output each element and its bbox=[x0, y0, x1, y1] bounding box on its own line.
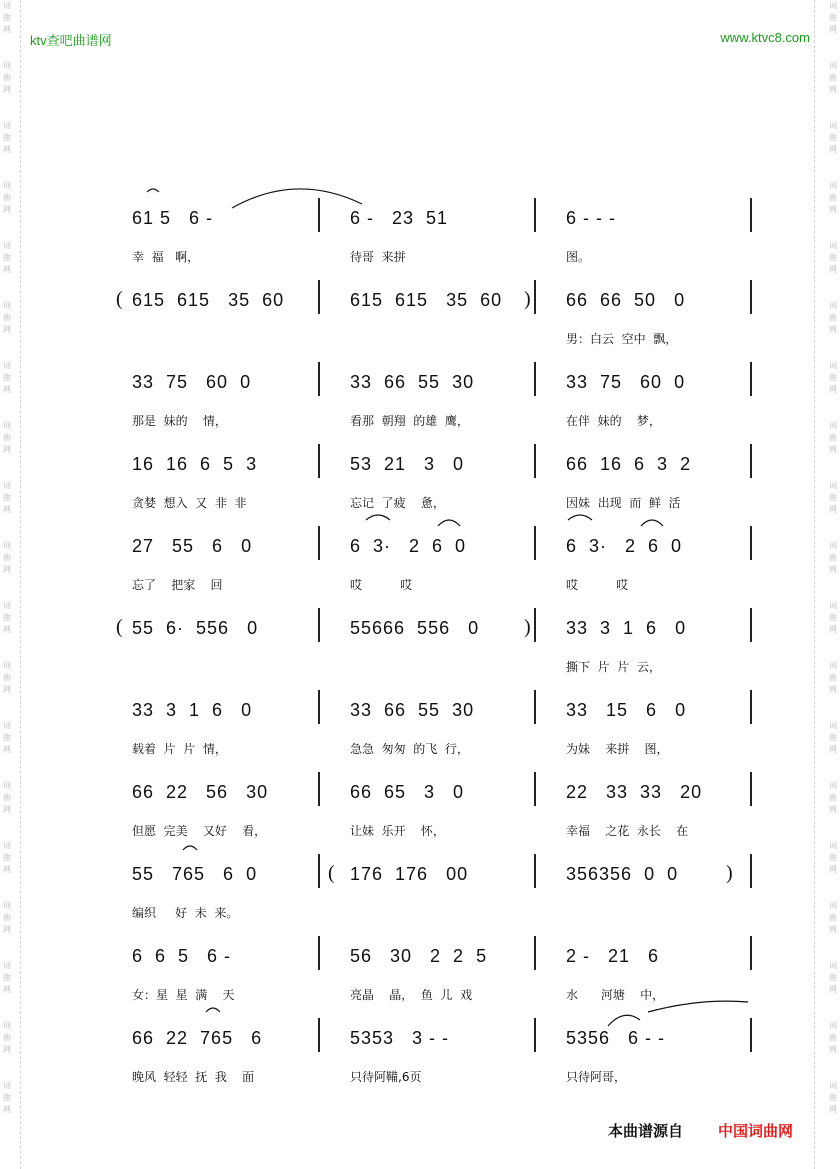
notes-measure-1: 615 615 35 60 bbox=[132, 290, 285, 310]
lyrics-measure-1: 晚风 轻轻 抚 我 面 bbox=[132, 1070, 255, 1084]
watermark-text: 词曲网 bbox=[3, 841, 11, 874]
watermark-text: 词曲网 bbox=[3, 1081, 11, 1114]
bar-line bbox=[318, 444, 320, 478]
watermark-text: 词曲网 bbox=[829, 421, 837, 454]
watermark-text: 词曲网 bbox=[829, 721, 837, 754]
watermark-text: 词曲网 bbox=[3, 301, 11, 334]
watermark-text: 词曲网 bbox=[3, 721, 11, 754]
score-row bbox=[0, 204, 840, 286]
bar-line bbox=[750, 280, 752, 314]
watermark-text: 词曲网 bbox=[829, 1, 837, 34]
watermark-text: 词曲网 bbox=[829, 361, 837, 394]
notes-measure-3: 66 66 50 0 bbox=[566, 290, 686, 310]
score-row bbox=[0, 696, 840, 778]
source-label: 本曲谱源自 bbox=[608, 1122, 684, 1140]
bar-line bbox=[318, 690, 320, 724]
bar-line bbox=[534, 690, 536, 724]
paren-open: ( bbox=[328, 862, 335, 884]
bar-line bbox=[750, 526, 752, 560]
bar-line bbox=[318, 936, 320, 970]
lyrics-measure-3: 因妹 出现 而 鲜 活 bbox=[566, 496, 681, 510]
slur bbox=[147, 189, 159, 192]
score-row bbox=[0, 368, 840, 450]
lyrics-measure-1: 忘了 把家 回 bbox=[132, 578, 223, 592]
watermark-text: 词曲网 bbox=[829, 481, 837, 514]
watermark-text: 词曲网 bbox=[3, 481, 11, 514]
lyrics-measure-3: 水 河塘 中， bbox=[566, 988, 665, 1002]
bar-line bbox=[750, 1018, 752, 1052]
lyrics-measure-3: 撕下 片 片 云， bbox=[566, 660, 661, 674]
lyrics-measure-2: 忘记 了疲 惫， bbox=[350, 496, 445, 510]
paren-open: ( bbox=[116, 616, 123, 638]
watermark-text: 词曲网 bbox=[829, 841, 837, 874]
watermark-text: 词曲网 bbox=[829, 1021, 837, 1054]
watermark-text: 词曲网 bbox=[829, 121, 837, 154]
score-row bbox=[0, 860, 840, 942]
bar-line bbox=[534, 854, 536, 888]
bar-line bbox=[534, 280, 536, 314]
notes-measure-3: 33 15 6 0 bbox=[566, 700, 687, 720]
lyrics-measure-3: 幸福 之花 永长 在 bbox=[566, 824, 689, 838]
watermark-text: 词曲网 bbox=[3, 961, 11, 994]
lyrics-measure-1: 贪婪 想入 又 非 非 bbox=[132, 496, 247, 510]
watermark-text: 词曲网 bbox=[829, 661, 837, 694]
lyrics-measure-2: 只待阿鞴,6页 bbox=[350, 1070, 422, 1084]
notes-measure-1: 33 3 1 6 0 bbox=[132, 700, 253, 720]
bar-line bbox=[318, 280, 320, 314]
score-row bbox=[0, 778, 840, 860]
watermark-text: 词曲网 bbox=[829, 1081, 837, 1114]
notes-measure-2: 6 - 23 51 bbox=[350, 208, 449, 228]
notes-measure-3: 33 75 60 0 bbox=[566, 372, 686, 392]
notes-measure-1: 33 75 60 0 bbox=[132, 372, 252, 392]
bar-line bbox=[318, 608, 320, 642]
lyrics-measure-2: 急急 匆匆 的飞 行， bbox=[350, 742, 469, 756]
notes-measure-2: 5353 3 - - bbox=[350, 1028, 450, 1048]
lyrics-measure-1: 载着 片 片 情， bbox=[132, 742, 227, 756]
lyrics-measure-1: 那是 妹的 情， bbox=[132, 414, 227, 428]
notes-measure-1: 61 5 6 - bbox=[132, 208, 214, 228]
watermark-text: 词曲网 bbox=[3, 121, 11, 154]
notes-measure-2: 6 3· 2 6 0 bbox=[350, 536, 467, 556]
watermark-text: 词曲网 bbox=[829, 961, 837, 994]
site-name: ktv查吧曲谱网 bbox=[30, 33, 112, 48]
notes-measure-3: 6 - - - bbox=[566, 208, 616, 228]
notes-measure-1: 6 6 5 6 - bbox=[132, 946, 232, 966]
bar-line bbox=[318, 198, 320, 232]
score-row bbox=[0, 532, 840, 614]
lyrics-measure-2: 看那 朝翔 的雄 鹰， bbox=[350, 414, 469, 428]
source-site: 中国词曲网 bbox=[718, 1122, 794, 1140]
notes-measure-2: 55666 556 0 bbox=[350, 618, 480, 638]
watermark-text: 词曲网 bbox=[3, 1021, 11, 1054]
watermark-text: 词曲网 bbox=[3, 421, 11, 454]
notes-measure-2: 66 65 3 0 bbox=[350, 782, 465, 802]
lyrics-measure-2: 哎 哎 bbox=[350, 578, 413, 592]
lyrics-measure-1: 但愿 完美 又好 看， bbox=[132, 824, 267, 838]
notes-measure-2: 176 176 00 bbox=[350, 864, 469, 884]
notes-measure-1: 27 55 6 0 bbox=[132, 536, 253, 556]
bar-line bbox=[534, 936, 536, 970]
notes-measure-1: 16 16 6 5 3 bbox=[132, 454, 258, 474]
lyrics-measure-3: 哎 哎 bbox=[566, 578, 629, 592]
lyrics-measure-3: 为妹 来拼 图， bbox=[566, 742, 669, 756]
watermark-text: 词曲网 bbox=[829, 301, 837, 334]
watermark-text: 词曲网 bbox=[3, 601, 11, 634]
bar-line bbox=[750, 936, 752, 970]
score-row bbox=[0, 942, 840, 1024]
lyrics-measure-2: 亮晶 晶， 鱼 儿 戏 bbox=[350, 988, 473, 1002]
watermark-text: 词曲网 bbox=[3, 541, 11, 574]
watermark-text: 词曲网 bbox=[829, 241, 837, 274]
watermark-text: 词曲网 bbox=[829, 181, 837, 214]
bar-line bbox=[318, 362, 320, 396]
bar-line bbox=[750, 444, 752, 478]
notes-measure-1: 55 6· 556 0 bbox=[132, 618, 259, 638]
lyrics-measure-3: 在伴 妹的 梦， bbox=[566, 414, 661, 428]
bar-line bbox=[318, 1018, 320, 1052]
notes-measure-3: 33 3 1 6 0 bbox=[566, 618, 687, 638]
bar-line bbox=[534, 362, 536, 396]
notes-measure-3: 6 3· 2 6 0 bbox=[566, 536, 683, 556]
notes-measure-3: 66 16 6 3 2 bbox=[566, 454, 692, 474]
paren-close: ) bbox=[524, 288, 531, 310]
notes-measure-2: 56 30 2 2 5 bbox=[350, 946, 488, 966]
notes-measure-3: 5356 6 - - bbox=[566, 1028, 666, 1048]
score-row bbox=[0, 286, 840, 368]
bar-line bbox=[750, 198, 752, 232]
score-row bbox=[0, 614, 840, 696]
notes-measure-2: 53 21 3 0 bbox=[350, 454, 465, 474]
notes-measure-2: 33 66 55 30 bbox=[350, 700, 475, 720]
bar-line bbox=[534, 444, 536, 478]
watermark-text: 词曲网 bbox=[3, 781, 11, 814]
bar-line bbox=[534, 198, 536, 232]
watermark-text: 词曲网 bbox=[3, 901, 11, 934]
score-row bbox=[0, 450, 840, 532]
watermark-text: 词曲网 bbox=[3, 1, 11, 34]
bar-line bbox=[534, 608, 536, 642]
paren-open: ( bbox=[116, 288, 123, 310]
watermark-text: 词曲网 bbox=[829, 901, 837, 934]
bar-line bbox=[750, 690, 752, 724]
watermark-text: 词曲网 bbox=[829, 601, 837, 634]
lyrics-measure-3: 图。 bbox=[566, 250, 591, 264]
bar-line bbox=[318, 854, 320, 888]
paren-close: ) bbox=[524, 616, 531, 638]
bar-line bbox=[750, 608, 752, 642]
lyrics-measure-2: 让妹 乐开 怀， bbox=[350, 824, 445, 838]
bar-line bbox=[534, 526, 536, 560]
lyrics-measure-1: 编织 好 未 来。 bbox=[132, 906, 239, 920]
bar-line bbox=[750, 362, 752, 396]
notes-measure-1: 66 22 56 30 bbox=[132, 782, 269, 802]
bar-line bbox=[750, 854, 752, 888]
watermark-text: 词曲网 bbox=[829, 61, 837, 94]
notes-measure-2: 33 66 55 30 bbox=[350, 372, 475, 392]
notes-measure-3: 22 33 33 20 bbox=[566, 782, 703, 802]
watermark-text: 词曲网 bbox=[3, 661, 11, 694]
lyrics-measure-3: 男：白云 空中 飘， bbox=[566, 332, 678, 346]
watermark-text: 词曲网 bbox=[3, 181, 11, 214]
watermark-text: 词曲网 bbox=[829, 541, 837, 574]
watermark-text: 词曲网 bbox=[3, 241, 11, 274]
watermark-text: 词曲网 bbox=[3, 61, 11, 94]
notes-measure-2: 615 615 35 60 bbox=[350, 290, 503, 310]
watermark-text: 词曲网 bbox=[829, 781, 837, 814]
lyrics-measure-2: 待哥 来拼 bbox=[350, 250, 406, 264]
bar-line bbox=[750, 772, 752, 806]
notes-measure-1: 66 22 765 6 bbox=[132, 1028, 263, 1048]
lyrics-measure-1: 女：星 星 满 天 bbox=[132, 988, 235, 1002]
notes-measure-3: 2 - 21 6 bbox=[566, 946, 660, 966]
bar-line bbox=[318, 772, 320, 806]
site-url: www.ktvc8.com bbox=[720, 30, 810, 45]
notes-measure-1: 55 765 6 0 bbox=[132, 864, 258, 884]
lyrics-measure-3: 只待阿哥， bbox=[566, 1070, 627, 1084]
notes-measure-3: 356356 0 0 bbox=[566, 864, 679, 884]
score-row bbox=[0, 1024, 840, 1106]
lyrics-measure-1: 幸 福 啊， bbox=[132, 250, 200, 264]
paren-close: ) bbox=[726, 862, 733, 884]
watermark-text: 词曲网 bbox=[3, 361, 11, 394]
bar-line bbox=[318, 526, 320, 560]
bar-line bbox=[534, 772, 536, 806]
bar-line bbox=[534, 1018, 536, 1052]
